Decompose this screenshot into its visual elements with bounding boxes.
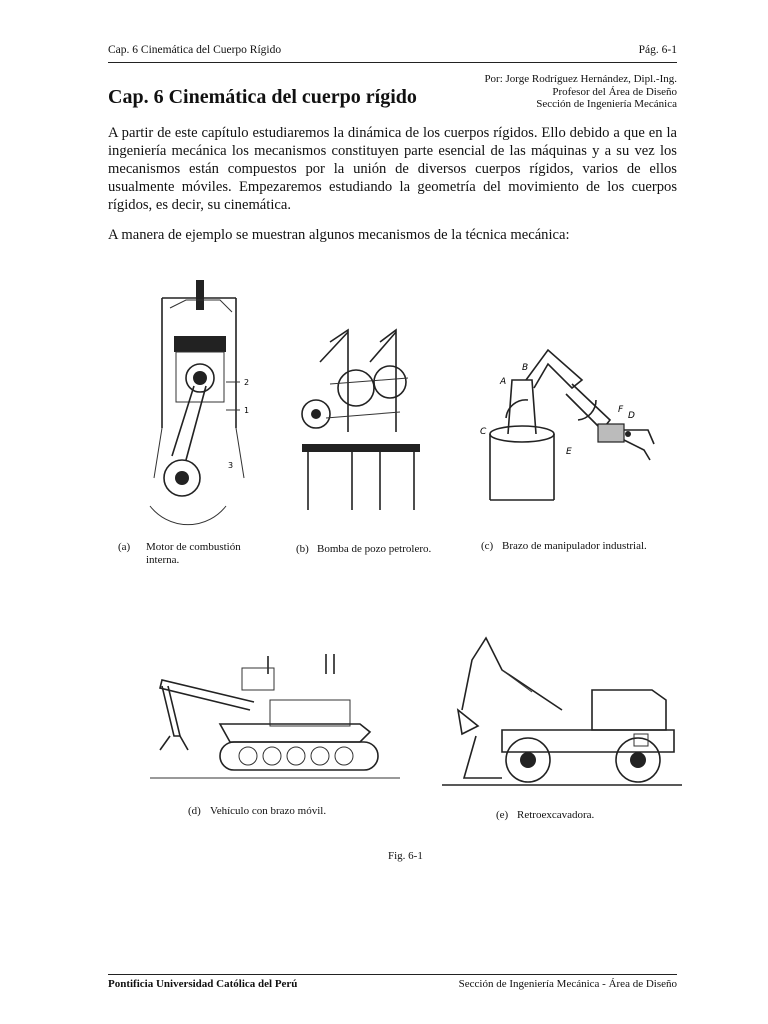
caption-d-text: Vehículo con brazo móvil. xyxy=(210,805,327,817)
manipulator-axis-b: B xyxy=(522,363,529,373)
manipulator-axis-c: C xyxy=(480,427,487,437)
caption-b-text: Bomba de pozo petrolero. xyxy=(317,543,432,555)
figure-caption: Fig. 6-1 xyxy=(388,850,423,862)
backhoe-illustration xyxy=(442,630,682,795)
footer-rule xyxy=(108,974,677,975)
engine-part-mark-2: 2 xyxy=(244,378,250,387)
caption-c-text: Brazo de manipulador industrial. xyxy=(502,540,647,552)
author-name: Por: Jorge Rodríguez Hernández, Dipl.-Ing. xyxy=(484,73,677,85)
running-header-left: Cap. 6 Cinemática del Cuerpo Rígido xyxy=(108,44,282,56)
caption-d-label: (d) xyxy=(188,805,201,817)
pump-illustration xyxy=(290,322,430,512)
header-rule xyxy=(108,62,677,63)
running-header-page-number: Pág. 6-1 xyxy=(638,44,677,56)
examples-paragraph: A manera de ejemplo se muestran algunos mecanismos de la técnica mecánica: xyxy=(108,227,570,243)
manipulator-axis-a: A xyxy=(500,377,507,387)
caption-b-label: (b) xyxy=(296,543,309,555)
footer-department: Sección de Ingeniería Mecánica - Área de Diseño xyxy=(458,978,677,990)
caption-e-text: Retroexcavadora. xyxy=(517,809,595,821)
caption-c-label: (c) xyxy=(481,540,494,552)
manipulator-axis-f: F xyxy=(618,405,624,415)
engine-part-mark-1: 1 xyxy=(244,406,250,415)
author-block xyxy=(484,73,677,111)
author-role: Profesor del Área de Diseño xyxy=(552,85,677,98)
caption-a-text: Motor de combustión interna. xyxy=(146,541,241,566)
manipulator-illustration xyxy=(478,340,678,510)
manipulator-axis-e: E xyxy=(566,447,572,457)
footer-university: Pontificia Universidad Católica del Perú xyxy=(108,978,298,990)
engine-part-mark-3: 3 xyxy=(228,461,234,470)
intro-paragraph: A partir de este capítulo estudiaremos la dinámica de los cuerpos rígidos. Ello debido a que en la ingeniería mecánica los mecanismos constituyen parte esencial de las máquinas y a su vez los mecanismos están compuestos por la unión de diversos cuerpos rígidos, varios de ellos usualmente móviles. Empezaremos estudiando la geometría del movimiento de los cuerpos rígidos, es decir, su cinemática. xyxy=(108,125,677,213)
engine-illustration xyxy=(140,278,270,528)
caption-e-label: (e) xyxy=(496,809,509,821)
manipulator-axis-d: D xyxy=(628,411,635,421)
tracked-vehicle-illustration xyxy=(150,650,400,785)
chapter-title: Cap. 6 Cinemática del cuerpo rígido xyxy=(108,86,417,108)
author-section: Sección de Ingeniería Mecánica xyxy=(536,98,677,110)
caption-a-label: (a) xyxy=(118,541,131,553)
